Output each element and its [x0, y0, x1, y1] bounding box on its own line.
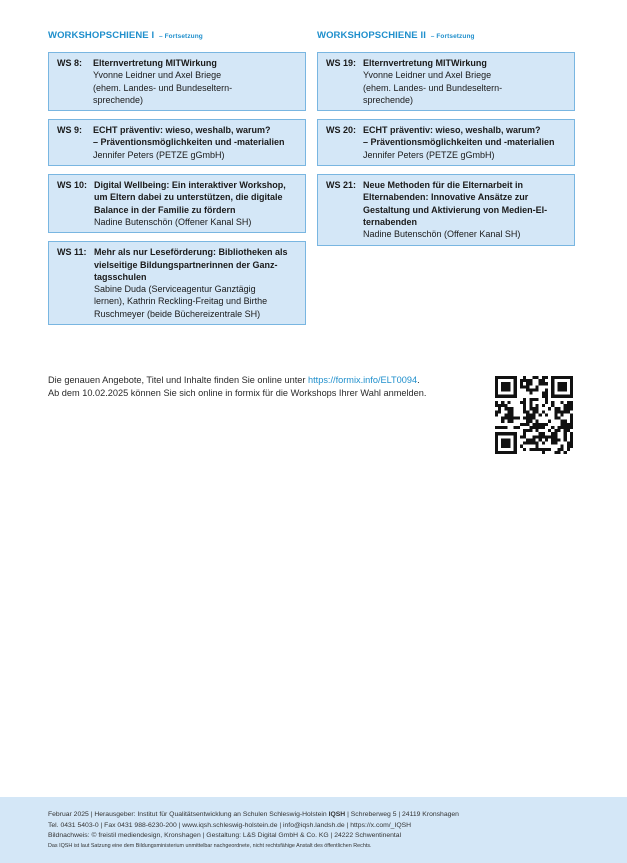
qr-code-icon[interactable] [495, 376, 573, 454]
workshop-body [94, 246, 297, 320]
workshop-speakers: Jennifer Peters (PETZE gGmbH) [93, 149, 225, 160]
column-heading [317, 30, 575, 43]
column-heading [48, 30, 306, 43]
workshop-box [48, 174, 306, 233]
workshop-title: Mehr als nur Leseförderung: Bibliotheken als vielseitige Bildungspartnerinnen der Ganz- tagsschulen [94, 247, 288, 282]
workshop-number: WS 10: [57, 180, 88, 191]
workshop-number: WS 9: [57, 125, 83, 136]
workshop-speakers: Sabine Duda (Serviceagentur Ganztägig lernen), Kathrin Reckling-Freitag und Birthe Ruschmeyer (beide Büchereizentrale SH) [94, 284, 268, 319]
workshop-box [48, 241, 306, 325]
workshop-number: WS 21: [326, 180, 357, 191]
workshop-box [317, 174, 575, 245]
workshop-list [48, 52, 306, 325]
workshop-body [93, 57, 297, 106]
info-prefix: Die genauen Angebote, Titel und Inhalte finden Sie online unter [48, 375, 308, 385]
workshop-body [363, 57, 566, 106]
footer-line-4: Das IQSH ist laut Satzung eine dem Bildungsministerium unmittelbar nachgeordnete, nicht rechtsfähige Anstalt des öffentlichen Rechts. [48, 842, 372, 849]
column-heading-sub: – Fortsetzung [158, 33, 203, 40]
footer-line-1 [48, 810, 608, 821]
workshop-box [317, 119, 575, 166]
column-heading-title: WORKSHOPSCHIENE II [317, 30, 426, 41]
footer-text [48, 810, 608, 851]
workshop-title: Digital Wellbeing: Ein interaktiver Workshop, um Eltern dabei zu unterstützen, die digitale Balance in der Familie zu fördern [94, 180, 286, 215]
workshop-title: ECHT präventiv: wieso, weshalb, warum? – Präventionsmöglichkeiten und -materialien [363, 125, 555, 148]
workshop-title: Elternvertretung MITWirkung [93, 58, 217, 68]
workshop-title: Neue Methoden für die Elternarbeit in Elternabenden: Innovative Ansätze zur Gestaltung und Aktivierung von Medien-El- ternabenden [363, 180, 548, 227]
column-heading-title: WORKSHOPSCHIENE I [48, 30, 155, 41]
info-suffix: . [417, 375, 420, 385]
workshop-column-2 [317, 30, 575, 254]
workshop-number: WS 8: [57, 58, 83, 68]
workshop-number: WS 19: [326, 58, 357, 68]
footer-line-2: Tel. 0431 5403-0 | Fax 0431 988-6230-200 | www.iqsh.schleswig-holstein.de | info@iqsh.landsh.de | https://x.com/_IQSH [48, 821, 412, 829]
workshop-box [48, 52, 306, 111]
workshop-body [93, 124, 297, 161]
info-line-1 [48, 374, 488, 387]
workshop-number: WS 11: [57, 247, 87, 258]
workshop-number: WS 20: [326, 125, 357, 136]
workshop-title: Elternvertretung MITWirkung [363, 58, 487, 68]
footer [0, 797, 627, 863]
workshop-body [94, 179, 297, 228]
workshop-column-1 [48, 30, 306, 333]
workshop-body [363, 124, 566, 161]
workshop-speakers: Yvonne Leidner und Axel Briege (ehem. Landes- und Bundeseltern- sprechende) [363, 70, 503, 105]
formix-link[interactable]: https://formix.info/ELT0094 [308, 375, 418, 385]
footer-iqsh: IQSH [328, 811, 346, 818]
info-text [48, 374, 488, 400]
footer-line-3: Bildnachweis: © freistil mediendesign, Kronshagen | Gestaltung: L&S Digital GmbH & Co. KG | 24222 Schwentinental [48, 832, 402, 840]
footer-address: | Schreberweg 5 | 24119 Kronshagen [345, 811, 459, 818]
workshop-speakers: Yvonne Leidner und Axel Briege (ehem. Landes- und Bundeseltern- sprechende) [93, 70, 233, 105]
workshop-speakers: Nadine Butenschön (Offener Kanal SH) [94, 216, 252, 227]
column-heading-sub: – Fortsetzung [430, 33, 475, 40]
workshop-box [317, 52, 575, 111]
info-line-2: Ab dem 10.02.2025 können Sie sich online in formix für die Workshops Ihrer Wahl anmelden. [48, 388, 427, 398]
workshop-list [317, 52, 575, 246]
workshop-speakers: Nadine Butenschön (Offener Kanal SH) [363, 229, 521, 240]
workshop-box [48, 119, 306, 166]
workshop-body [363, 179, 566, 240]
workshop-title: ECHT präventiv: wieso, weshalb, warum? – Präventionsmöglichkeiten und -materialien [93, 125, 285, 148]
footer-publisher: Februar 2025 | Herausgeber: Institut für Qualitätsentwicklung an Schulen Schleswig-Holstein [48, 811, 329, 818]
workshop-speakers: Jennifer Peters (PETZE gGmbH) [363, 149, 495, 160]
